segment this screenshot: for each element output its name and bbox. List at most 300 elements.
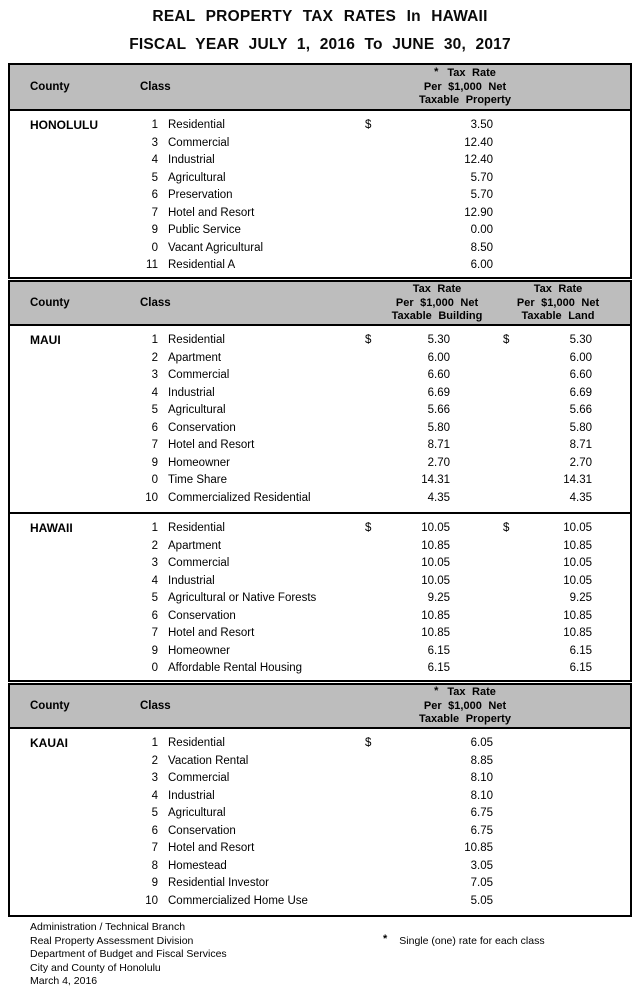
class-number: 7 — [151, 439, 158, 451]
class-number: 7 — [151, 206, 158, 219]
rate-header-line — [395, 67, 535, 81]
class-name: Industrial — [168, 789, 215, 802]
county-section-hawaii — [8, 514, 632, 682]
dollar-sign — [365, 805, 378, 823]
land-rate-value: 5.80 — [569, 421, 592, 434]
building-rate-value: 14.31 — [421, 474, 450, 486]
rate-header-line: Per $1,000 Net — [395, 296, 479, 309]
building-rate-value: 6.15 — [427, 662, 450, 674]
land-rate-value: 6.15 — [569, 662, 592, 674]
class-number: 5 — [151, 592, 158, 604]
dollar-sign — [365, 840, 378, 858]
county-label — [10, 893, 122, 911]
class-number: 5 — [151, 807, 158, 819]
land-rate-value: 10.05 — [563, 522, 592, 534]
class-number: 11 — [146, 259, 158, 271]
dollar-sign — [365, 170, 378, 188]
county-label — [10, 608, 122, 626]
table-row — [10, 625, 630, 643]
footer-line: Real Property Assessment Division — [30, 934, 194, 947]
class-column-header: Class — [140, 297, 171, 309]
column-spacer — [592, 472, 630, 490]
dollar-sign — [503, 608, 516, 626]
land-rate-value: 8.71 — [569, 439, 592, 451]
rate-column-header-property — [395, 67, 535, 108]
dollar-sign: $ — [503, 334, 510, 346]
class-number: 1 — [151, 334, 158, 346]
class-number: 2 — [151, 351, 158, 364]
column-spacer — [493, 875, 630, 893]
table-row — [10, 538, 630, 556]
column-spacer — [493, 187, 630, 205]
class-number: 6 — [151, 609, 158, 622]
county-label — [10, 770, 122, 788]
rate-column-header-property — [395, 686, 535, 727]
column-spacer — [493, 840, 630, 858]
column-spacer — [450, 625, 503, 643]
class-number: 6 — [151, 421, 158, 434]
column-spacer — [450, 520, 503, 538]
tax-rate-table — [8, 63, 632, 917]
table-row — [10, 875, 630, 893]
dollar-sign — [365, 490, 378, 508]
county-column-header: County — [30, 297, 70, 309]
tax-rate-value: 12.40 — [464, 154, 493, 166]
dollar-sign — [365, 385, 378, 403]
county-section-maui — [8, 326, 632, 514]
column-spacer — [493, 753, 630, 771]
land-rate-value: 5.30 — [569, 334, 592, 346]
building-rate-value: 10.05 — [421, 557, 450, 569]
tax-rate-value: 3.05 — [470, 859, 493, 872]
column-spacer — [592, 385, 630, 403]
dollar-sign: $ — [365, 119, 372, 131]
class-number: 5 — [151, 404, 158, 416]
tax-rate-value: 3.50 — [470, 119, 493, 131]
county-label — [10, 472, 122, 490]
dollar-sign — [503, 555, 516, 573]
land-rate-value: 10.85 — [563, 627, 592, 639]
dollar-sign — [365, 187, 378, 205]
column-spacer — [592, 420, 630, 438]
column-spacer — [450, 350, 503, 368]
building-rate-value: 6.69 — [427, 386, 450, 399]
county-label — [10, 660, 122, 678]
column-spacer — [450, 590, 503, 608]
county-label — [10, 367, 122, 385]
dollar-sign — [365, 350, 378, 368]
land-rate-value: 10.05 — [563, 557, 592, 569]
column-spacer — [450, 555, 503, 573]
rate-header-line: Taxable Land — [521, 309, 595, 322]
column-spacer — [450, 385, 503, 403]
building-rate-value: 6.00 — [427, 351, 450, 364]
table-row — [10, 840, 630, 858]
column-spacer — [493, 170, 630, 188]
class-name: Industrial — [168, 386, 215, 399]
rate-header-line: Per $1,000 Net — [516, 296, 600, 309]
column-spacer — [493, 893, 630, 911]
dollar-sign — [365, 893, 378, 911]
column-spacer — [592, 573, 630, 591]
column-spacer — [450, 573, 503, 591]
land-rate-value: 4.35 — [569, 491, 592, 504]
land-rate-value: 6.69 — [569, 386, 592, 399]
table-row — [10, 257, 630, 275]
dollar-sign — [365, 608, 378, 626]
class-number: 7 — [151, 842, 158, 854]
dollar-sign — [503, 643, 516, 661]
class-name: Homeowner — [168, 456, 230, 469]
class-name: Residential — [168, 119, 225, 131]
column-spacer — [450, 472, 503, 490]
footnote-text: Single (one) rate for each class — [399, 935, 545, 947]
class-number: 4 — [151, 386, 158, 399]
county-label — [10, 170, 122, 188]
table-row — [10, 205, 630, 223]
column-spacer — [592, 332, 630, 350]
column-spacer — [450, 660, 503, 678]
county-label: HAWAII — [30, 521, 73, 535]
class-number: 4 — [151, 789, 158, 802]
county-column-header: County — [30, 81, 70, 93]
tax-rate-value: 6.05 — [470, 737, 493, 749]
rate-header-line: Taxable Building — [391, 309, 483, 322]
document-subtitle: FISCAL YEAR JULY 1, 2016 To JUNE 30, 2017 — [129, 36, 511, 53]
class-name: Residential Investor — [168, 877, 269, 889]
class-name: Commercial — [168, 136, 230, 149]
county-label — [10, 152, 122, 170]
land-rate-value: 5.66 — [569, 404, 592, 416]
county-section-kauai — [8, 729, 632, 917]
column-spacer — [493, 222, 630, 240]
table-row — [10, 240, 630, 258]
table-header-row — [8, 63, 632, 111]
class-name: Homeowner — [168, 644, 230, 657]
tax-rate-value: 5.70 — [470, 171, 493, 184]
building-rate-value: 4.35 — [427, 491, 450, 504]
column-spacer — [592, 555, 630, 573]
dollar-sign — [365, 770, 378, 788]
building-rate-value: 6.15 — [427, 644, 450, 657]
table-row — [10, 735, 630, 753]
building-rate-value: 5.66 — [427, 404, 450, 416]
land-rate-value: 10.85 — [563, 609, 592, 622]
land-rate-value: 10.05 — [563, 574, 592, 587]
column-spacer — [592, 608, 630, 626]
class-name: Conservation — [168, 824, 236, 837]
dollar-sign — [365, 222, 378, 240]
dollar-sign — [503, 660, 516, 678]
building-rate-value: 9.25 — [427, 592, 450, 604]
column-spacer — [592, 660, 630, 678]
county-label — [10, 205, 122, 223]
table-header-row — [8, 280, 632, 326]
class-column-header: Class — [140, 700, 171, 712]
county-label — [10, 350, 122, 368]
class-name: Agricultural — [168, 171, 226, 184]
rate-column-header-land — [488, 283, 628, 324]
class-number: 2 — [151, 539, 158, 552]
class-number: 0 — [151, 241, 158, 254]
tax-rate-value: 12.40 — [464, 136, 493, 149]
dollar-sign — [365, 823, 378, 841]
table-row — [10, 472, 630, 490]
rate-header-text: Tax Rate — [447, 66, 496, 79]
dollar-sign — [503, 490, 516, 508]
class-name: Residential — [168, 522, 225, 534]
dollar-sign — [365, 367, 378, 385]
county-label — [10, 455, 122, 473]
class-number: 1 — [151, 522, 158, 534]
dollar-sign — [365, 660, 378, 678]
class-name: Agricultural or Native Forests — [168, 592, 317, 604]
rate-header-line: Per $1,000 Net — [423, 80, 507, 93]
table-row — [10, 135, 630, 153]
class-number: 8 — [151, 859, 158, 872]
tax-rate-value: 6.75 — [470, 824, 493, 837]
column-spacer — [493, 805, 630, 823]
building-rate-value: 8.71 — [427, 439, 450, 451]
county-label — [10, 590, 122, 608]
dollar-sign — [503, 573, 516, 591]
column-spacer — [592, 643, 630, 661]
column-spacer — [592, 455, 630, 473]
county-label — [10, 385, 122, 403]
class-name: Residential — [168, 334, 225, 346]
class-name: Commercialized Home Use — [168, 894, 308, 907]
column-spacer — [592, 490, 630, 508]
class-number: 1 — [151, 737, 158, 749]
table-row — [10, 170, 630, 188]
class-number: 3 — [151, 772, 158, 784]
dollar-sign — [503, 625, 516, 643]
tax-rate-value: 8.10 — [470, 772, 493, 784]
dollar-sign — [365, 573, 378, 591]
table-row — [10, 573, 630, 591]
dollar-sign — [365, 643, 378, 661]
rate-header-line — [488, 283, 628, 297]
dollar-sign — [365, 240, 378, 258]
rate-header-text: Tax Rate — [447, 685, 496, 698]
dollar-sign — [503, 437, 516, 455]
tax-rate-value: 6.00 — [470, 259, 493, 271]
column-spacer — [450, 402, 503, 420]
column-spacer — [592, 437, 630, 455]
class-name: Commercialized Residential — [168, 491, 311, 504]
table-row — [10, 590, 630, 608]
table-row — [10, 643, 630, 661]
table-row — [10, 555, 630, 573]
dollar-sign: $ — [365, 334, 372, 346]
column-spacer — [450, 455, 503, 473]
land-rate-value: 6.00 — [569, 351, 592, 364]
tax-rate-value: 0.00 — [470, 224, 493, 236]
column-spacer — [493, 858, 630, 876]
column-spacer — [493, 205, 630, 223]
dollar-sign — [503, 472, 516, 490]
table-row — [10, 385, 630, 403]
county-section-honolulu — [8, 111, 632, 279]
table-row — [10, 437, 630, 455]
tax-rate-value: 5.70 — [470, 189, 493, 201]
column-spacer — [493, 770, 630, 788]
dollar-sign — [365, 152, 378, 170]
county-label — [10, 823, 122, 841]
class-number: 3 — [151, 136, 158, 149]
class-name: Agricultural — [168, 404, 226, 416]
building-rate-value: 10.85 — [421, 539, 450, 552]
dollar-sign — [503, 420, 516, 438]
column-spacer — [493, 117, 630, 135]
asterisk-mark: * — [434, 65, 439, 78]
table-row — [10, 520, 630, 538]
rate-header-text: Tax Rate — [412, 282, 462, 295]
tax-rate-value: 10.85 — [464, 842, 493, 854]
class-name: Agricultural — [168, 807, 226, 819]
table-row — [10, 823, 630, 841]
class-number: 3 — [151, 369, 158, 381]
land-rate-value: 6.15 — [569, 644, 592, 657]
county-label — [10, 420, 122, 438]
county-label — [10, 240, 122, 258]
tax-rate-value: 5.05 — [470, 894, 493, 907]
column-spacer — [493, 788, 630, 806]
table-row — [10, 893, 630, 911]
land-rate-value: 2.70 — [569, 456, 592, 469]
class-number: 10 — [145, 894, 158, 907]
asterisk-mark: * — [434, 684, 439, 697]
column-spacer — [592, 590, 630, 608]
footnote — [383, 935, 545, 949]
dollar-sign — [365, 455, 378, 473]
class-number: 9 — [151, 224, 158, 236]
dollar-sign — [365, 625, 378, 643]
dollar-sign — [365, 753, 378, 771]
county-label — [10, 858, 122, 876]
rate-header-line — [395, 686, 535, 700]
column-spacer — [450, 538, 503, 556]
dollar-sign — [365, 590, 378, 608]
column-spacer — [592, 402, 630, 420]
class-name: Hotel and Resort — [168, 206, 255, 219]
table-row — [10, 455, 630, 473]
land-rate-value: 6.60 — [569, 369, 592, 381]
table-row — [10, 117, 630, 135]
class-number: 1 — [151, 119, 158, 131]
column-spacer — [592, 367, 630, 385]
county-label: MAUI — [30, 333, 61, 347]
table-row — [10, 332, 630, 350]
class-number: 2 — [151, 754, 158, 767]
building-rate-value: 5.80 — [427, 421, 450, 434]
building-rate-value: 10.85 — [421, 609, 450, 622]
rate-header-line — [367, 283, 507, 297]
class-name: Commercial — [168, 772, 230, 784]
dollar-sign — [365, 858, 378, 876]
footer-line: Administration / Technical Branch — [30, 921, 186, 933]
document-title: REAL PROPERTY TAX RATES In HAWAII — [152, 8, 488, 25]
county-label — [10, 187, 122, 205]
county-label — [10, 625, 122, 643]
table-row — [10, 660, 630, 678]
column-spacer — [493, 823, 630, 841]
table-header-row — [8, 683, 632, 729]
class-number: 9 — [151, 456, 158, 469]
footer-date: March 4, 2016 — [30, 975, 98, 988]
county-label — [10, 643, 122, 661]
dollar-sign — [503, 385, 516, 403]
class-name: Commercial — [168, 557, 230, 569]
class-name: Hotel and Resort — [168, 627, 255, 639]
building-rate-value: 10.05 — [421, 574, 450, 587]
footer-line: City and County of Honolulu — [30, 961, 161, 974]
land-rate-value: 14.31 — [563, 474, 592, 486]
class-name: Hotel and Resort — [168, 842, 255, 854]
column-spacer — [592, 538, 630, 556]
county-label: KAUAI — [30, 736, 68, 750]
dollar-sign — [503, 367, 516, 385]
document-footer — [30, 921, 640, 989]
class-name: Commercial — [168, 369, 230, 381]
county-label — [10, 437, 122, 455]
county-label — [10, 573, 122, 591]
column-spacer — [450, 367, 503, 385]
column-spacer — [450, 643, 503, 661]
table-row — [10, 753, 630, 771]
county-label — [10, 788, 122, 806]
table-row — [10, 402, 630, 420]
land-rate-value: 9.25 — [569, 592, 592, 604]
dollar-sign — [365, 555, 378, 573]
table-row — [10, 490, 630, 508]
footer-line: Department of Budget and Fiscal Services — [30, 948, 227, 961]
column-spacer — [592, 625, 630, 643]
class-number: 10 — [145, 491, 158, 504]
table-row — [10, 608, 630, 626]
class-name: Industrial — [168, 154, 215, 166]
table-row — [10, 222, 630, 240]
table-row — [10, 187, 630, 205]
class-name: Residential A — [168, 259, 236, 271]
column-spacer — [493, 240, 630, 258]
asterisk-mark: * — [383, 933, 388, 945]
class-name: Homestead — [168, 859, 227, 872]
class-name: Vacation Rental — [168, 754, 249, 767]
table-row — [10, 420, 630, 438]
county-column-header: County — [30, 700, 70, 712]
tax-rate-value: 6.75 — [470, 807, 493, 819]
building-rate-value: 6.60 — [427, 369, 450, 381]
dollar-sign — [503, 350, 516, 368]
rate-header-line: Taxable Property — [419, 712, 511, 725]
column-spacer — [592, 520, 630, 538]
class-number: 3 — [151, 557, 158, 569]
rate-header-line: Taxable Property — [419, 93, 511, 106]
building-rate-value: 10.85 — [421, 627, 450, 639]
column-spacer — [450, 437, 503, 455]
column-spacer — [450, 332, 503, 350]
tax-rate-value: 12.90 — [464, 206, 493, 219]
table-row — [10, 367, 630, 385]
dollar-sign — [503, 455, 516, 473]
building-rate-value: 5.30 — [427, 334, 450, 346]
county-label — [10, 257, 122, 275]
class-number: 0 — [151, 662, 158, 674]
class-name: Time Share — [168, 474, 228, 486]
dollar-sign: $ — [503, 522, 510, 534]
dollar-sign — [365, 135, 378, 153]
